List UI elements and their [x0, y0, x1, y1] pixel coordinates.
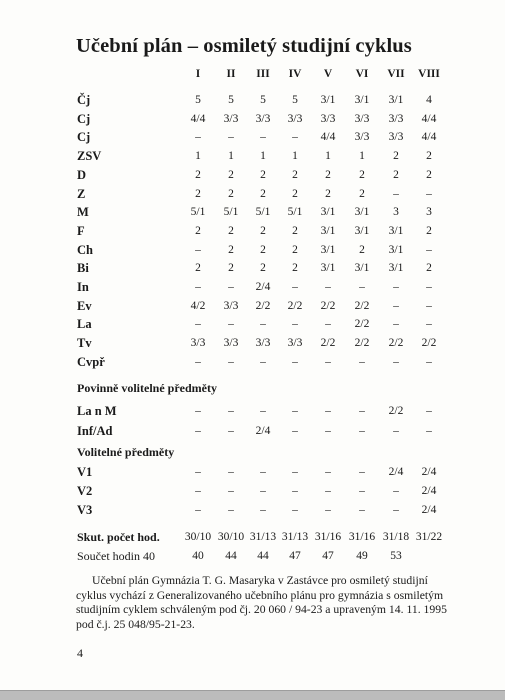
- subject-label: Z: [77, 186, 86, 201]
- table-cell: 2: [228, 224, 234, 237]
- table-cell: 2/2: [354, 318, 370, 331]
- table-cell: –: [426, 318, 432, 331]
- table-cell: 2: [260, 168, 266, 181]
- table-cell: 3/1: [320, 262, 336, 275]
- table-cell: –: [195, 466, 201, 478]
- table-cell: 2/4: [388, 466, 404, 478]
- table-cell: 2: [292, 243, 298, 256]
- table-row: [0, 465, 505, 481]
- table-cell: –: [228, 355, 234, 368]
- table-cell: 2: [292, 168, 298, 181]
- table-row: [0, 168, 505, 184]
- table-cell: –: [195, 425, 201, 437]
- table-cell: –: [228, 485, 234, 497]
- table-cell: –: [228, 504, 234, 516]
- year-header: II: [226, 68, 236, 80]
- table-row: [0, 299, 505, 315]
- table-cell: 2/4: [421, 504, 437, 516]
- table-cell: 3/1: [320, 224, 336, 237]
- table-cell: 1: [359, 150, 365, 163]
- table-cell: –: [393, 299, 399, 312]
- table-cell: 3/3: [320, 112, 336, 125]
- subject-label: V3: [77, 503, 93, 517]
- table-cell: 3/1: [388, 243, 404, 256]
- table-cell: –: [292, 281, 298, 293]
- table-cell: 53: [390, 550, 402, 562]
- table-cell: 2: [426, 168, 432, 181]
- table-cell: –: [359, 281, 365, 293]
- table-cell: 3/3: [190, 337, 206, 350]
- table-cell: 47: [289, 550, 301, 562]
- year-header: VIII: [418, 68, 440, 80]
- table-cell: 3/3: [223, 112, 239, 125]
- subject-label: Čj: [77, 93, 91, 107]
- table-cell: –: [325, 355, 331, 368]
- table-row: [0, 261, 505, 277]
- table-cell: –: [292, 425, 298, 437]
- table-cell: 2/2: [421, 337, 437, 350]
- table-cell: –: [393, 318, 399, 331]
- table-cell: 2: [228, 262, 234, 275]
- table-row: [0, 484, 505, 500]
- table-cell: 3/3: [287, 337, 303, 350]
- table-cell: 31/13: [249, 531, 277, 543]
- table-cell: 2: [393, 150, 399, 163]
- table-cell: –: [359, 485, 365, 497]
- table-cell: –: [292, 466, 298, 478]
- table-cell: 1: [195, 150, 201, 163]
- table-cell: –: [393, 425, 399, 437]
- table-cell: 2: [195, 262, 201, 275]
- table-cell: 2: [228, 243, 234, 256]
- table-cell: –: [195, 485, 201, 497]
- table-cell: –: [359, 466, 365, 478]
- table-cell: 2: [325, 187, 331, 200]
- table-row: [0, 93, 505, 109]
- table-cell: 2: [195, 224, 201, 237]
- subject-label: In: [77, 280, 89, 294]
- table-cell: 3/1: [388, 94, 404, 106]
- table-cell: –: [393, 485, 399, 497]
- table-cell: 3/1: [354, 224, 370, 237]
- subject-label: ZSV: [77, 149, 102, 164]
- year-header: VI: [355, 68, 369, 80]
- table-cell: –: [195, 243, 201, 256]
- subject-label: La n M: [77, 404, 117, 418]
- table-cell: –: [393, 187, 399, 200]
- subject-label: Bi: [77, 261, 89, 276]
- year-header: III: [256, 68, 270, 80]
- table-cell: 49: [356, 550, 368, 562]
- subject-label: La: [77, 317, 92, 332]
- table-row: [0, 404, 505, 420]
- section-heading: Povinně volitelné předměty: [77, 381, 217, 395]
- table-cell: 2: [260, 224, 266, 237]
- table-cell: –: [228, 405, 234, 417]
- table-cell: 1: [325, 150, 331, 163]
- table-cell: –: [195, 318, 201, 331]
- table-cell: 2: [260, 243, 266, 256]
- table-cell: 30/10: [217, 531, 245, 543]
- table-cell: 3/1: [320, 243, 336, 256]
- table-cell: 1: [260, 150, 266, 163]
- table-cell: –: [195, 281, 201, 293]
- table-cell: 2: [359, 168, 365, 181]
- table-cell: 3/3: [223, 299, 239, 312]
- table-cell: 4/4: [320, 131, 336, 144]
- subject-label: Ch: [77, 242, 93, 257]
- table-cell: 2/4: [421, 466, 437, 478]
- table-cell: 2/2: [320, 299, 336, 312]
- table-cell: –: [292, 318, 298, 331]
- table-cell: 4/4: [421, 131, 437, 144]
- table-cell: 3/3: [223, 337, 239, 350]
- table-cell: 3/3: [255, 112, 271, 125]
- table-cell: –: [292, 131, 298, 144]
- year-header: V: [323, 68, 333, 80]
- table-cell: –: [260, 466, 266, 478]
- table-cell: 3/3: [388, 112, 404, 125]
- subject-label: V2: [77, 484, 93, 498]
- table-cell: 2: [292, 187, 298, 200]
- note-paragraph: [76, 574, 452, 632]
- table-cell: –: [359, 504, 365, 516]
- table-cell: –: [292, 504, 298, 516]
- subject-label: Cvpř: [77, 354, 105, 369]
- table-cell: 5/1: [190, 206, 206, 219]
- table-cell: 3/1: [354, 206, 370, 219]
- subject-label: Ev: [77, 298, 92, 313]
- table-row: [0, 149, 505, 165]
- table-cell: 2: [260, 187, 266, 200]
- table-cell: –: [393, 355, 399, 368]
- year-header: IV: [288, 68, 302, 80]
- table-cell: 4: [426, 94, 432, 106]
- table-cell: –: [195, 131, 201, 144]
- table-cell: –: [426, 299, 432, 312]
- table-row: [0, 224, 505, 240]
- table-cell: 3/3: [388, 131, 404, 144]
- table-cell: 44: [225, 550, 237, 562]
- table-cell: 4/4: [421, 112, 437, 125]
- table-cell: 44: [257, 550, 269, 562]
- table-cell: –: [426, 355, 432, 368]
- table-cell: 3/1: [354, 94, 370, 106]
- table-cell: 5: [260, 94, 266, 106]
- table-row: [0, 317, 505, 333]
- table-row: [0, 187, 505, 203]
- page-number: 4: [77, 646, 83, 660]
- table-cell: 2: [228, 187, 234, 200]
- table-cell: 3/1: [388, 224, 404, 237]
- year-header: I: [195, 68, 201, 80]
- table-cell: 1: [292, 150, 298, 163]
- table-row: [0, 549, 505, 565]
- table-row: [0, 503, 505, 519]
- table-cell: –: [426, 243, 432, 256]
- subject-label: Součet hodin 40: [77, 549, 155, 563]
- subject-label: Tv: [77, 336, 92, 351]
- table-row: [0, 243, 505, 259]
- table-cell: 3/3: [255, 337, 271, 350]
- table-cell: –: [260, 318, 266, 331]
- table-cell: 2/4: [255, 281, 271, 293]
- table-cell: –: [228, 131, 234, 144]
- table-cell: 2/2: [255, 299, 271, 312]
- table-cell: –: [260, 355, 266, 368]
- table-cell: –: [426, 405, 432, 417]
- table-cell: –: [195, 355, 201, 368]
- table-cell: –: [228, 466, 234, 478]
- table-cell: –: [260, 485, 266, 497]
- subject-label: F: [77, 223, 85, 238]
- scan-edge: [0, 691, 505, 700]
- table-cell: 2/2: [354, 299, 370, 312]
- table-cell: 5/1: [255, 206, 271, 219]
- table-cell: 3/1: [320, 206, 336, 219]
- table-cell: 4/2: [190, 299, 206, 312]
- table-cell: –: [359, 355, 365, 368]
- subject-label: M: [77, 205, 89, 220]
- table-cell: –: [292, 355, 298, 368]
- table-cell: –: [228, 425, 234, 437]
- table-row: [0, 355, 505, 371]
- table-cell: 3/1: [388, 262, 404, 275]
- table-cell: 2: [426, 262, 432, 275]
- subject-label: Cj: [77, 130, 91, 145]
- table-cell: 2/4: [255, 425, 271, 437]
- table-cell: –: [228, 281, 234, 293]
- subject-label: Cj: [77, 111, 91, 126]
- table-cell: 2: [195, 168, 201, 181]
- table-cell: –: [325, 318, 331, 331]
- table-cell: 2: [195, 187, 201, 200]
- table-cell: 30/10: [184, 531, 212, 543]
- table-cell: 2/2: [320, 337, 336, 350]
- table-cell: 3: [393, 206, 399, 219]
- table-row: [0, 280, 505, 296]
- table-cell: 5: [195, 94, 201, 106]
- table-cell: 2/4: [421, 485, 437, 497]
- table-cell: 3/1: [354, 262, 370, 275]
- note-text: Učební plán Gymnázia T. G. Masaryka v Zastávce pro osmiletý studijní cyklus vychází z Generalizovaného učebního plánu pro gymnázia s osmiletým studijním cyklem schváleným pod čj. 20 060 / 94-23 a upraveným 14. 11. 1995 pod č.j. 25 048/95-21-23.: [76, 574, 447, 631]
- table-cell: 3/3: [354, 131, 370, 144]
- table-cell: 2/2: [388, 337, 404, 350]
- table-cell: 4/4: [190, 112, 206, 125]
- table-cell: –: [325, 405, 331, 417]
- table-cell: 2: [260, 262, 266, 275]
- table-cell: 2/2: [388, 405, 404, 417]
- table-cell: 2: [292, 224, 298, 237]
- table-cell: –: [426, 425, 432, 437]
- table-cell: –: [195, 405, 201, 417]
- table-cell: –: [359, 425, 365, 437]
- table-cell: –: [292, 485, 298, 497]
- table-cell: 2/2: [354, 337, 370, 350]
- table-cell: –: [195, 504, 201, 516]
- table-cell: –: [325, 466, 331, 478]
- table-cell: –: [359, 405, 365, 417]
- table-cell: 3/3: [354, 112, 370, 125]
- table-cell: 2: [393, 168, 399, 181]
- table-cell: –: [292, 405, 298, 417]
- table-cell: 2: [325, 168, 331, 181]
- table-cell: 2: [359, 187, 365, 200]
- table-cell: 3/1: [320, 94, 336, 106]
- table-row: [0, 205, 505, 221]
- table-cell: –: [260, 405, 266, 417]
- table-cell: 1: [228, 150, 234, 163]
- table-cell: 5: [292, 94, 298, 106]
- table-cell: –: [393, 504, 399, 516]
- table-row: [0, 424, 505, 440]
- table-cell: –: [393, 281, 399, 293]
- table-row: [0, 336, 505, 352]
- table-row: [0, 530, 505, 546]
- table-cell: 47: [322, 550, 334, 562]
- table-cell: 40: [192, 550, 204, 562]
- table-cell: –: [325, 504, 331, 516]
- table-cell: –: [426, 281, 432, 293]
- table-cell: 5/1: [287, 206, 303, 219]
- table-cell: 2: [426, 224, 432, 237]
- table-cell: 2: [359, 243, 365, 256]
- page-title: Učební plán – osmiletý studijní cyklus: [76, 35, 412, 57]
- section-heading: Volitelné předměty: [77, 445, 175, 459]
- table-cell: 31/18: [382, 531, 410, 543]
- table-cell: 5: [228, 94, 234, 106]
- table-cell: 3: [426, 206, 432, 219]
- table-cell: 31/13: [281, 531, 309, 543]
- table-cell: 3/3: [287, 112, 303, 125]
- table-cell: –: [325, 281, 331, 293]
- table-cell: –: [260, 131, 266, 144]
- table-cell: 5/1: [223, 206, 239, 219]
- table-cell: 2: [292, 262, 298, 275]
- table-cell: 2: [228, 168, 234, 181]
- table-cell: 2: [426, 150, 432, 163]
- table-cell: 2/2: [287, 299, 303, 312]
- table-cell: 31/16: [314, 531, 342, 543]
- table-cell: –: [325, 485, 331, 497]
- subject-label: D: [77, 167, 87, 182]
- subject-label: Skut. počet hod.: [77, 530, 160, 544]
- table-cell: –: [228, 318, 234, 331]
- table-row: [0, 112, 505, 128]
- subject-label: Inf/Ad: [77, 424, 113, 438]
- year-header: VII: [387, 68, 405, 80]
- table-cell: 31/22: [415, 531, 443, 543]
- table-cell: –: [325, 425, 331, 437]
- table-cell: –: [426, 187, 432, 200]
- table-cell: 31/16: [348, 531, 376, 543]
- subject-label: V1: [77, 465, 93, 479]
- table-row: [0, 130, 505, 146]
- table-cell: –: [260, 504, 266, 516]
